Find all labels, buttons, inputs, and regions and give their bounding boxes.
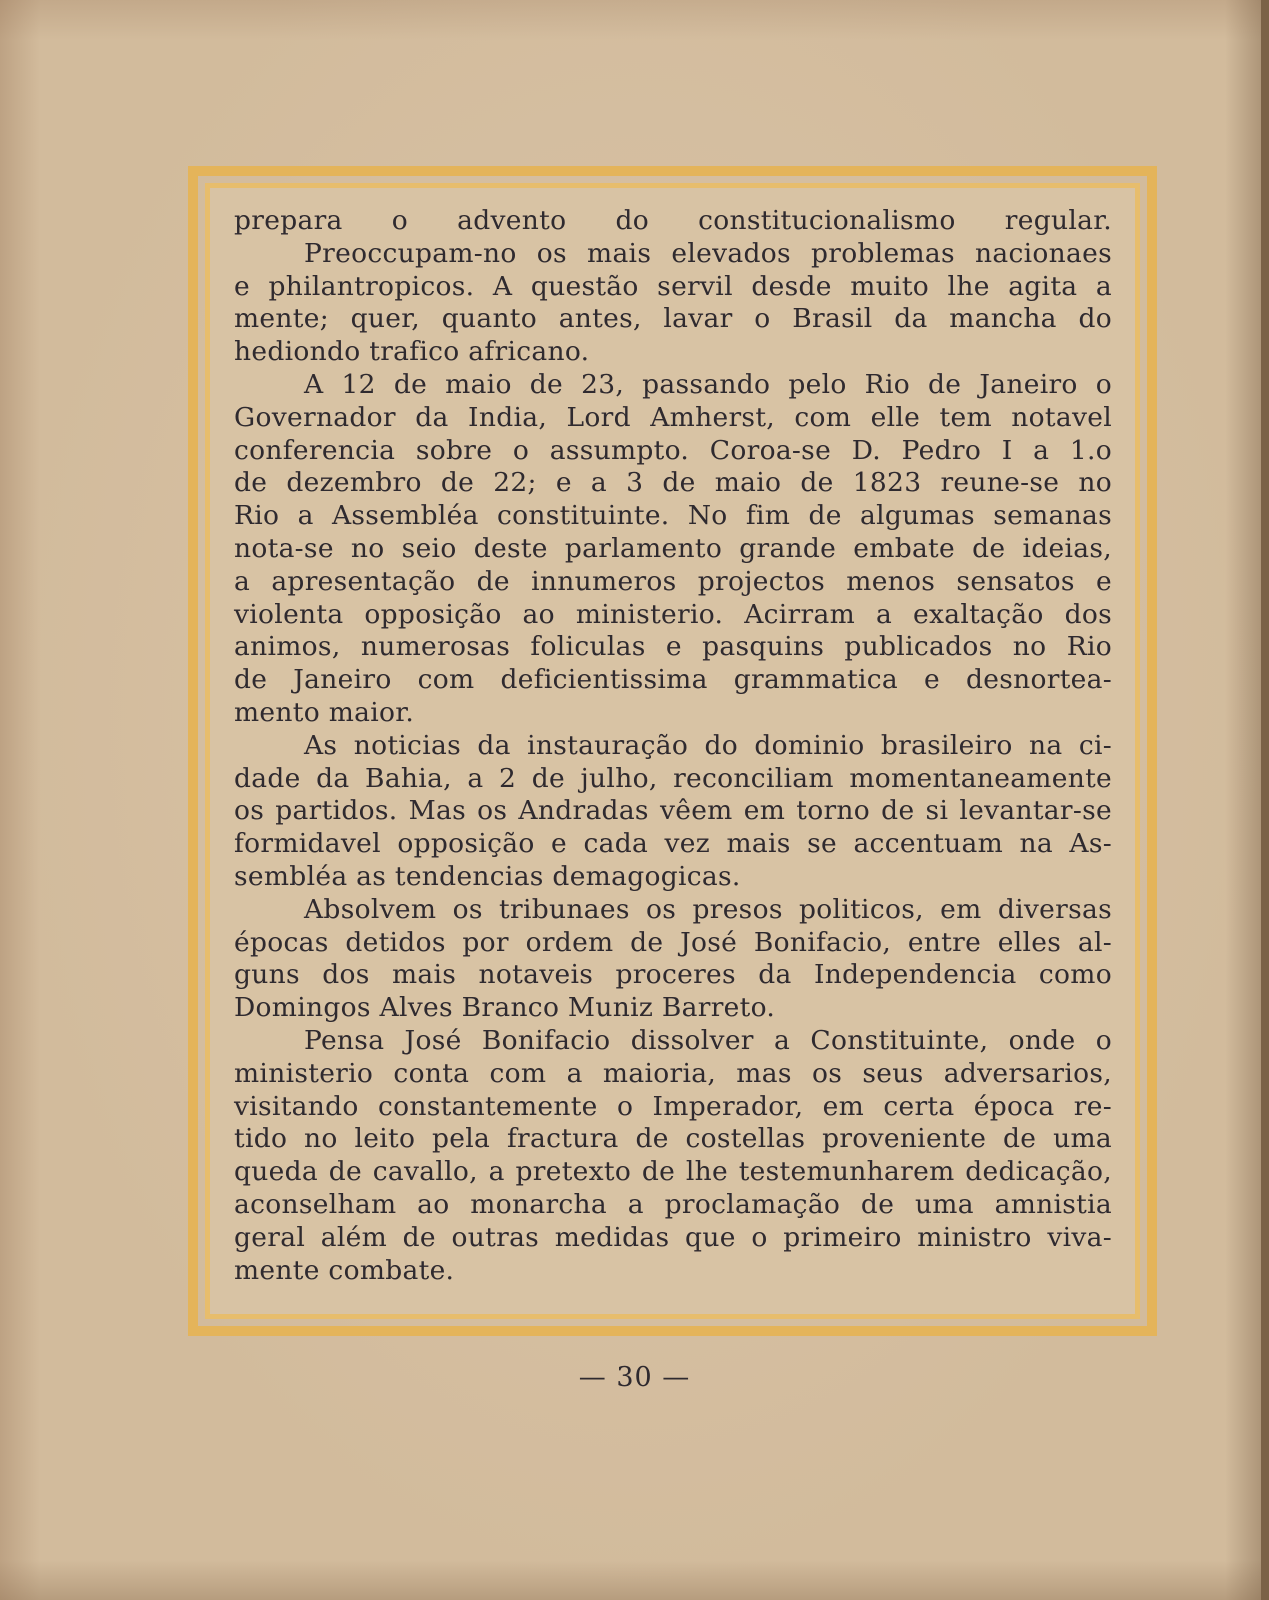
text-line: mente; quer, quanto antes, lavar o Brasil da mancha do: [234, 303, 1112, 335]
text-line: aconselham ao monarcha a proclamação de uma amnistia: [234, 1188, 1112, 1220]
text-line: violenta opposição ao ministerio. Acirram a exaltação dos: [234, 598, 1112, 630]
text-line: Rio a Assembléa constituinte. No fim de algumas semanas: [234, 500, 1112, 532]
text-line: mente combate.: [234, 1254, 455, 1286]
text-line: mento maior.: [234, 696, 415, 728]
page-edge-shadow: [1261, 0, 1269, 1600]
text-line: Preoccupam-no os mais elevados problemas nacionaes: [304, 237, 1112, 269]
page-number: — 30 —: [578, 1362, 691, 1393]
text-line: conferencia sobre o assumpto. Coroa-se D. Pedro I a 1.o: [234, 434, 1112, 466]
text-line: prepara o advento do constitucionalismo regular.: [234, 205, 1112, 236]
text-line: Pensa José Bonifacio dissolver a Constituinte, onde o: [304, 1024, 1112, 1056]
text-line: dade da Bahia, a 2 de julho, reconciliam momentaneamente: [234, 762, 1112, 794]
text-line: hediondo trafico africano.: [234, 336, 590, 368]
text-line: e philantropicos. A questão servil desde muito lhe agita a: [234, 270, 1112, 302]
text-line: visitando constantemente o Imperador, em certa época re-: [234, 1090, 1112, 1122]
text-line: de dezembro de 22; e a 3 de maio de 1823 reune-se no: [234, 467, 1112, 499]
text-line: formidavel opposição e cada vez mais se accentuam na As-: [234, 828, 1112, 860]
text-line: tido no leito pela fractura de costellas proveniente de uma: [234, 1123, 1112, 1155]
text-line: Domingos Alves Branco Muniz Barreto.: [234, 992, 776, 1024]
text-line: épocas detidos por ordem de José Bonifacio, entre elles al-: [234, 926, 1112, 958]
text-line: Governador da India, Lord Amherst, com elle tem notavel: [234, 401, 1112, 433]
text-line: os partidos. Mas os Andradas vêem em torno de si levantar-se: [234, 795, 1112, 827]
text-line: As noticias da instauração do dominio brasileiro na ci-: [304, 729, 1112, 761]
text-line: nota-se no seio deste parlamento grande embate de ideias,: [234, 532, 1112, 564]
body-text: [234, 205, 1112, 1287]
text-line: Absolvem os tribunaes os presos politicos, em diversas: [304, 893, 1112, 925]
text-line: ministerio conta com a maioria, mas os seus adversarios,: [234, 1057, 1112, 1089]
text-line: sembléa as tendencias demagogicas.: [234, 860, 741, 892]
text-line: animos, numerosas foliculas e pasquins publicados no Rio: [234, 631, 1112, 663]
text-line: A 12 de maio de 23, passando pelo Rio de Janeiro o: [304, 368, 1112, 400]
text-line: a apresentação de innumeros projectos menos sensatos e: [234, 565, 1112, 597]
text-line: guns dos mais notaveis proceres da Independencia como: [234, 959, 1112, 991]
text-line: geral além de outras medidas que o primeiro ministro viva-: [234, 1221, 1112, 1253]
text-line: de Janeiro com deficientissima grammatica e desnortea-: [234, 664, 1112, 696]
text-line: queda de cavallo, a pretexto de lhe testemunharem dedicação,: [234, 1156, 1112, 1188]
